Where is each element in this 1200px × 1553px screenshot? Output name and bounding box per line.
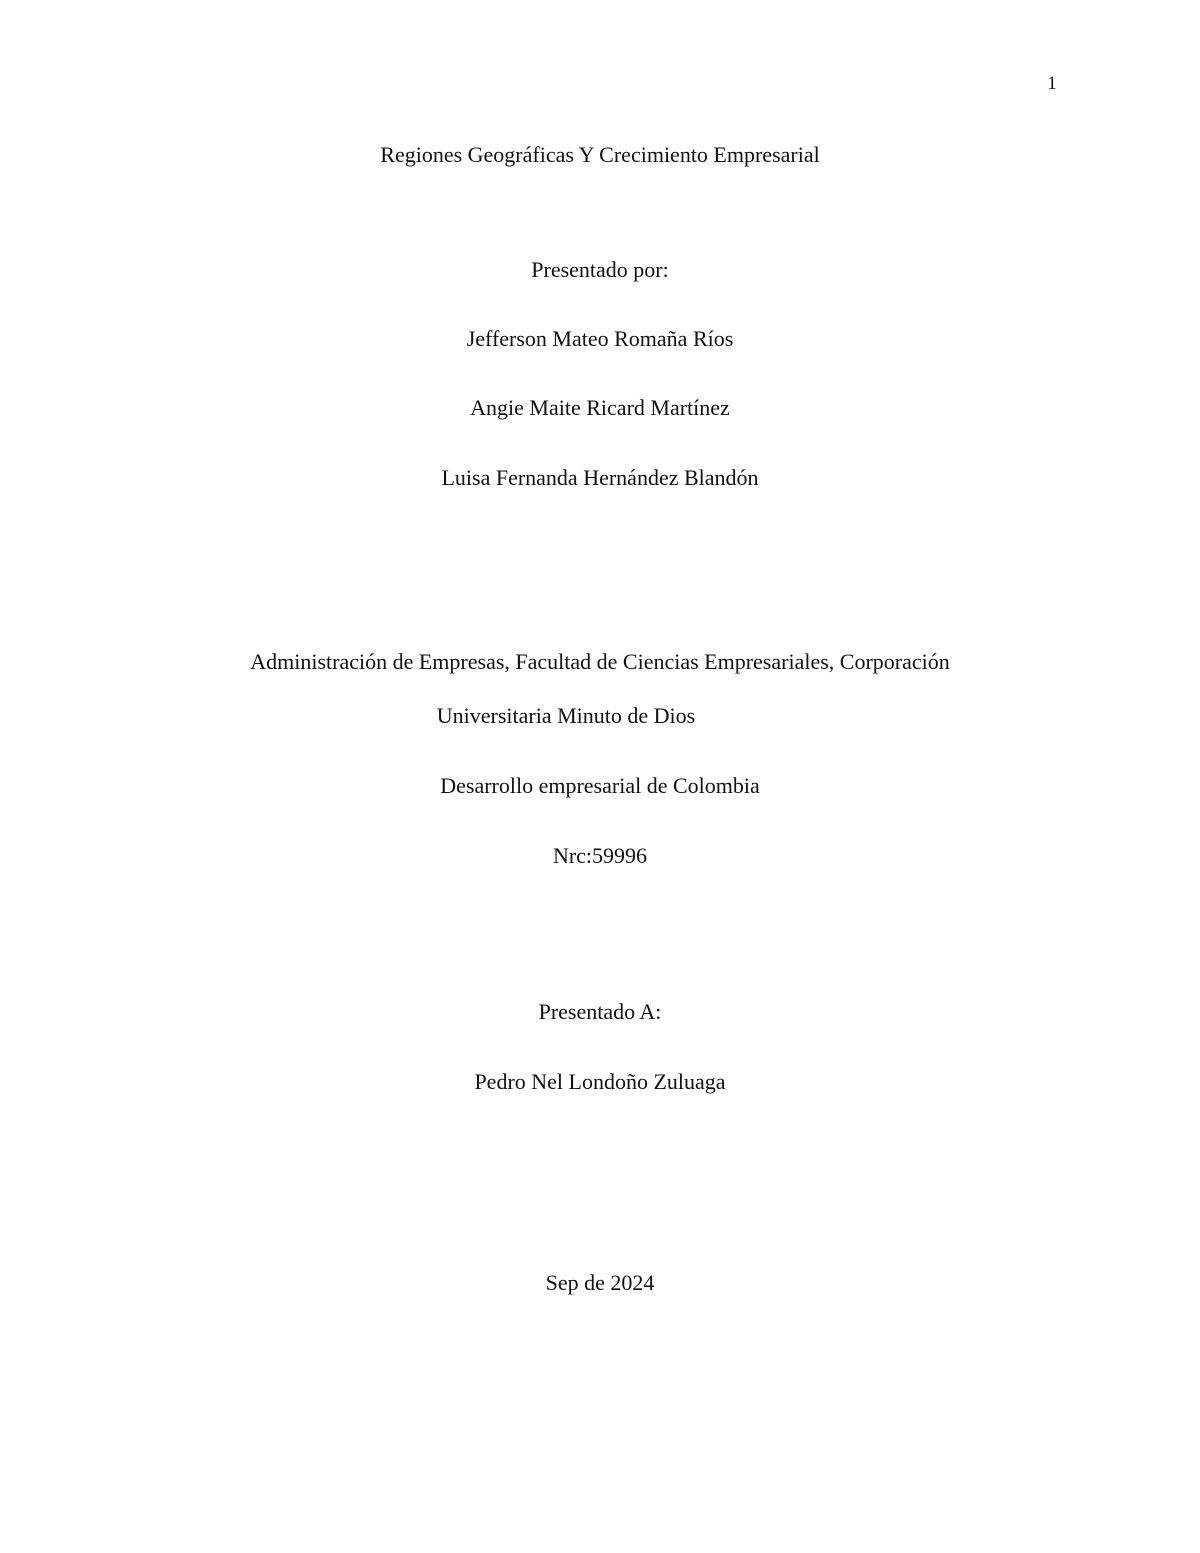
document-date: Sep de 2024 <box>545 1270 655 1295</box>
course-name: Desarrollo empresarial de Colombia <box>440 773 760 798</box>
document-title: Regiones Geográficas Y Crecimiento Empresarial <box>380 142 820 167</box>
institution-line-1: Administración de Empresas, Facultad de Ciencias Empresariales, Corporación <box>250 649 950 674</box>
page-number: 1 <box>1047 73 1057 94</box>
professor-name: Pedro Nel Londoño Zuluaga <box>474 1069 726 1094</box>
author-name: Angie Maite Ricard Martínez <box>470 395 730 420</box>
institution-line-2: Universitaria Minuto de Dios <box>436 703 696 728</box>
author-name: Luisa Fernanda Hernández Blandón <box>441 465 759 490</box>
presented-to-label: Presentado A: <box>538 999 662 1024</box>
author-name: Jefferson Mateo Romaña Ríos <box>466 326 734 351</box>
presented-by-label: Presentado por: <box>531 257 669 282</box>
course-nrc: Nrc:59996 <box>552 843 648 868</box>
